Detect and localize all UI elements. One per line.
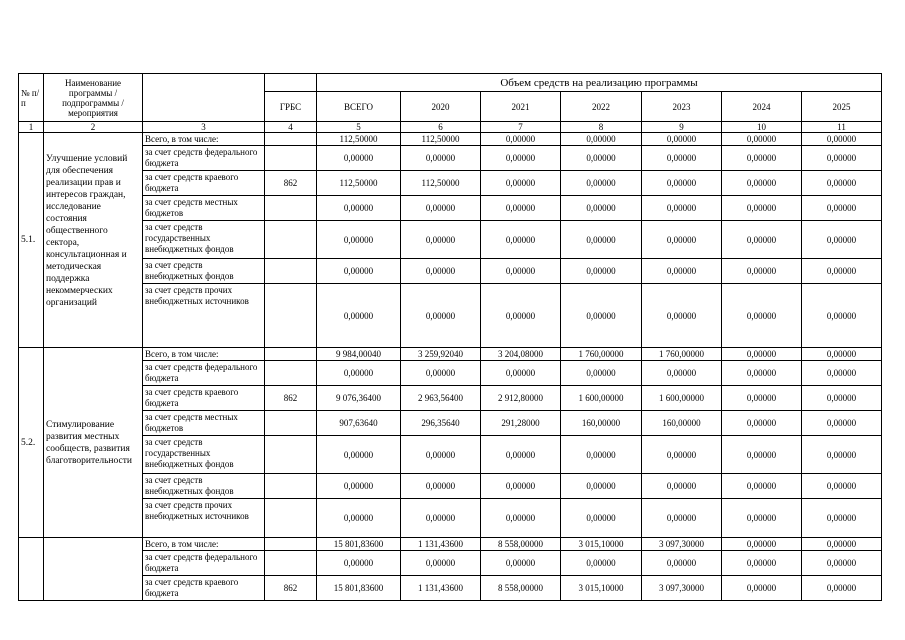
year-value-cell: 0,00000 [642, 284, 722, 348]
year-value-cell: 0,00000 [802, 361, 882, 386]
index-cell: 8 [561, 122, 642, 133]
year-value-cell: 0,00000 [722, 196, 802, 221]
index-cell: 3 [143, 122, 265, 133]
year-value-cell: 0,00000 [802, 474, 882, 499]
grbs-cell [265, 474, 317, 499]
year-value-cell: 3 015,10000 [561, 538, 642, 551]
year-value-cell: 0,00000 [642, 133, 722, 146]
total-cell: 0,00000 [317, 361, 401, 386]
year-value-cell: 0,00000 [722, 284, 802, 348]
year-value-cell: 112,50000 [401, 171, 481, 196]
year-value-cell: 0,00000 [722, 436, 802, 474]
year-value-cell: 0,00000 [802, 171, 882, 196]
year-value-cell: 0,00000 [722, 146, 802, 171]
header-grbs: ГРБС [265, 92, 317, 122]
header-year: 2022 [561, 92, 642, 122]
year-value-cell: 0,00000 [722, 386, 802, 411]
year-value-cell: 0,00000 [722, 361, 802, 386]
funding-source: за счет средств местных бюджетов [143, 196, 265, 221]
table-row [19, 348, 882, 361]
funding-source: за счет средств внебюджетных фондов [143, 474, 265, 499]
header-year: 2021 [481, 92, 561, 122]
index-cell: 11 [802, 122, 882, 133]
year-value-cell: 0,00000 [722, 499, 802, 538]
year-value-cell: 0,00000 [401, 474, 481, 499]
total-cell: 15 801,83600 [317, 538, 401, 551]
header-year: 2024 [722, 92, 802, 122]
total-cell: 9 984,00040 [317, 348, 401, 361]
year-value-cell: 0,00000 [481, 284, 561, 348]
program-name: Стимулирование развития местных сообществ, развития благотворительности [44, 348, 143, 538]
year-value-cell: 0,00000 [561, 171, 642, 196]
header-title: Объем средств на реализацию программы [317, 74, 882, 92]
index-cell: 7 [481, 122, 561, 133]
header-year: 2025 [802, 92, 882, 122]
year-value-cell: 0,00000 [802, 499, 882, 538]
year-value-cell: 0,00000 [481, 361, 561, 386]
funding-source: за счет средств государственных внебюджетных фондов [143, 436, 265, 474]
table-row [19, 361, 882, 386]
grbs-cell [265, 361, 317, 386]
year-value-cell: 0,00000 [561, 499, 642, 538]
year-value-cell: 0,00000 [561, 259, 642, 284]
year-value-cell: 3 204,08000 [481, 348, 561, 361]
table-row [19, 538, 882, 551]
year-value-cell: 2 963,56400 [401, 386, 481, 411]
year-value-cell: 0,00000 [642, 551, 722, 576]
funding-source: за счет средств прочих внебюджетных источников [143, 284, 265, 348]
table-row [19, 576, 882, 601]
total-cell: 0,00000 [317, 196, 401, 221]
funding-source: за счет средств внебюджетных фондов [143, 259, 265, 284]
header-grbs-top [265, 74, 317, 92]
grbs-cell: 862 [265, 576, 317, 601]
year-value-cell: 0,00000 [401, 196, 481, 221]
year-value-cell: 0,00000 [561, 196, 642, 221]
header-year: 2020 [401, 92, 481, 122]
year-value-cell: 3 259,92040 [401, 348, 481, 361]
year-value-cell: 0,00000 [561, 284, 642, 348]
year-value-cell: 0,00000 [561, 221, 642, 259]
grbs-cell [265, 551, 317, 576]
total-cell: 15 801,83600 [317, 576, 401, 601]
year-value-cell: 0,00000 [802, 576, 882, 601]
year-value-cell: 0,00000 [561, 146, 642, 171]
year-value-cell: 0,00000 [722, 576, 802, 601]
year-value-cell: 0,00000 [802, 133, 882, 146]
total-cell: 112,50000 [317, 171, 401, 196]
index-cell: 9 [642, 122, 722, 133]
year-value-cell: 1 760,00000 [561, 348, 642, 361]
year-value-cell: 3 097,30000 [642, 576, 722, 601]
funding-source: Всего, в том числе: [143, 133, 265, 146]
index-cell: 10 [722, 122, 802, 133]
table-row [19, 133, 882, 146]
year-value-cell: 0,00000 [481, 146, 561, 171]
year-value-cell: 1 600,00000 [561, 386, 642, 411]
table-row [19, 284, 882, 348]
year-value-cell: 3 097,30000 [642, 538, 722, 551]
table-row [19, 411, 882, 436]
year-value-cell: 2 912,80000 [481, 386, 561, 411]
year-value-cell: 291,28000 [481, 411, 561, 436]
funding-source: Всего, в том числе: [143, 538, 265, 551]
year-value-cell: 0,00000 [401, 551, 481, 576]
year-value-cell: 0,00000 [481, 196, 561, 221]
program-funding-table [18, 73, 882, 601]
total-cell: 0,00000 [317, 221, 401, 259]
table-row [19, 474, 882, 499]
program-name: Улучшение условий для обеспечения реализации прав и интересов граждан, исследование состояния общественного сектора, консультационная и методическая поддержка некоммерческих организаций [44, 133, 143, 348]
year-value-cell: 0,00000 [481, 171, 561, 196]
year-value-cell: 0,00000 [561, 361, 642, 386]
year-value-cell: 0,00000 [481, 259, 561, 284]
year-value-cell: 0,00000 [722, 221, 802, 259]
year-value-cell: 0,00000 [481, 499, 561, 538]
program-name [44, 538, 143, 601]
table-row [19, 499, 882, 538]
year-value-cell: 0,00000 [802, 146, 882, 171]
index-cell: 4 [265, 122, 317, 133]
total-cell: 0,00000 [317, 499, 401, 538]
funding-source: за счет средств прочих внебюджетных источников [143, 499, 265, 538]
header-name: Наименование программы / подпрограммы / мероприятия [44, 74, 143, 122]
index-cell: 6 [401, 122, 481, 133]
year-value-cell: 0,00000 [642, 171, 722, 196]
grbs-cell [265, 133, 317, 146]
year-value-cell: 0,00000 [722, 474, 802, 499]
header-no: № п/п [19, 74, 44, 122]
grbs-cell [265, 146, 317, 171]
year-value-cell: 0,00000 [802, 386, 882, 411]
total-cell: 0,00000 [317, 146, 401, 171]
year-value-cell: 0,00000 [401, 436, 481, 474]
table-row [19, 259, 882, 284]
year-value-cell: 0,00000 [481, 436, 561, 474]
grbs-cell: 862 [265, 171, 317, 196]
table-row [19, 436, 882, 474]
year-value-cell: 0,00000 [481, 474, 561, 499]
grbs-cell: 862 [265, 386, 317, 411]
year-value-cell: 296,35640 [401, 411, 481, 436]
header-total: ВСЕГО [317, 92, 401, 122]
grbs-cell [265, 499, 317, 538]
year-value-cell: 0,00000 [802, 538, 882, 551]
table-row [19, 386, 882, 411]
year-value-cell: 1 760,00000 [642, 348, 722, 361]
funding-source: за счет средств краевого бюджета [143, 386, 265, 411]
program-code: 5.1. [19, 133, 44, 348]
grbs-cell [265, 538, 317, 551]
year-value-cell: 0,00000 [401, 221, 481, 259]
year-value-cell: 1 131,43600 [401, 538, 481, 551]
grbs-cell [265, 284, 317, 348]
year-value-cell: 0,00000 [802, 196, 882, 221]
year-value-cell: 0,00000 [401, 146, 481, 171]
year-value-cell: 0,00000 [802, 221, 882, 259]
year-value-cell: 0,00000 [802, 259, 882, 284]
year-value-cell: 0,00000 [642, 196, 722, 221]
year-value-cell: 0,00000 [561, 133, 642, 146]
year-value-cell: 160,00000 [561, 411, 642, 436]
grbs-cell [265, 436, 317, 474]
grbs-cell [265, 221, 317, 259]
year-value-cell: 0,00000 [642, 436, 722, 474]
year-value-cell: 0,00000 [401, 361, 481, 386]
total-cell: 112,50000 [317, 133, 401, 146]
funding-source: за счет средств федерального бюджета [143, 551, 265, 576]
funding-source: за счет средств краевого бюджета [143, 576, 265, 601]
program-code: 5.2. [19, 348, 44, 538]
total-cell: 9 076,36400 [317, 386, 401, 411]
year-value-cell: 0,00000 [802, 551, 882, 576]
year-value-cell: 112,50000 [401, 133, 481, 146]
table-row [19, 196, 882, 221]
year-value-cell: 0,00000 [722, 411, 802, 436]
year-value-cell: 0,00000 [561, 551, 642, 576]
table-row [19, 551, 882, 576]
year-value-cell: 0,00000 [481, 221, 561, 259]
year-value-cell: 0,00000 [722, 348, 802, 361]
year-value-cell: 0,00000 [722, 133, 802, 146]
grbs-cell [265, 411, 317, 436]
grbs-cell [265, 348, 317, 361]
year-value-cell: 0,00000 [481, 551, 561, 576]
total-cell: 0,00000 [317, 551, 401, 576]
total-cell: 0,00000 [317, 436, 401, 474]
year-value-cell: 0,00000 [561, 474, 642, 499]
year-value-cell: 0,00000 [401, 499, 481, 538]
year-value-cell: 160,00000 [642, 411, 722, 436]
funding-source: за счет средств местных бюджетов [143, 411, 265, 436]
year-value-cell: 0,00000 [802, 284, 882, 348]
year-value-cell: 0,00000 [401, 259, 481, 284]
year-value-cell: 0,00000 [481, 133, 561, 146]
total-cell: 0,00000 [317, 284, 401, 348]
year-value-cell: 0,00000 [802, 348, 882, 361]
year-value-cell: 0,00000 [722, 538, 802, 551]
total-cell: 907,63640 [317, 411, 401, 436]
year-value-cell: 0,00000 [642, 221, 722, 259]
year-value-cell: 0,00000 [642, 361, 722, 386]
funding-source: за счет средств государственных внебюджетных фондов [143, 221, 265, 259]
year-value-cell: 1 600,00000 [642, 386, 722, 411]
index-cell: 1 [19, 122, 44, 133]
grbs-cell [265, 259, 317, 284]
funding-source: за счет средств федерального бюджета [143, 146, 265, 171]
funding-source: Всего, в том числе: [143, 348, 265, 361]
grbs-cell [265, 196, 317, 221]
table-row [19, 171, 882, 196]
header-year: 2023 [642, 92, 722, 122]
year-value-cell: 0,00000 [722, 551, 802, 576]
year-value-cell: 0,00000 [642, 499, 722, 538]
table-row [19, 146, 882, 171]
year-value-cell: 0,00000 [561, 436, 642, 474]
table-row [19, 221, 882, 259]
total-cell: 0,00000 [317, 259, 401, 284]
index-cell: 5 [317, 122, 401, 133]
total-cell: 0,00000 [317, 474, 401, 499]
year-value-cell: 0,00000 [642, 474, 722, 499]
index-cell: 2 [44, 122, 143, 133]
program-code [19, 538, 44, 601]
year-value-cell: 0,00000 [722, 171, 802, 196]
year-value-cell: 0,00000 [802, 411, 882, 436]
year-value-cell: 8 558,00000 [481, 576, 561, 601]
year-value-cell: 0,00000 [401, 284, 481, 348]
header-source-blank [143, 74, 265, 122]
year-value-cell: 1 131,43600 [401, 576, 481, 601]
year-value-cell: 0,00000 [642, 146, 722, 171]
year-value-cell: 0,00000 [722, 259, 802, 284]
year-value-cell: 3 015,10000 [561, 576, 642, 601]
year-value-cell: 0,00000 [802, 436, 882, 474]
year-value-cell: 8 558,00000 [481, 538, 561, 551]
year-value-cell: 0,00000 [642, 259, 722, 284]
funding-source: за счет средств краевого бюджета [143, 171, 265, 196]
funding-source: за счет средств федерального бюджета [143, 361, 265, 386]
